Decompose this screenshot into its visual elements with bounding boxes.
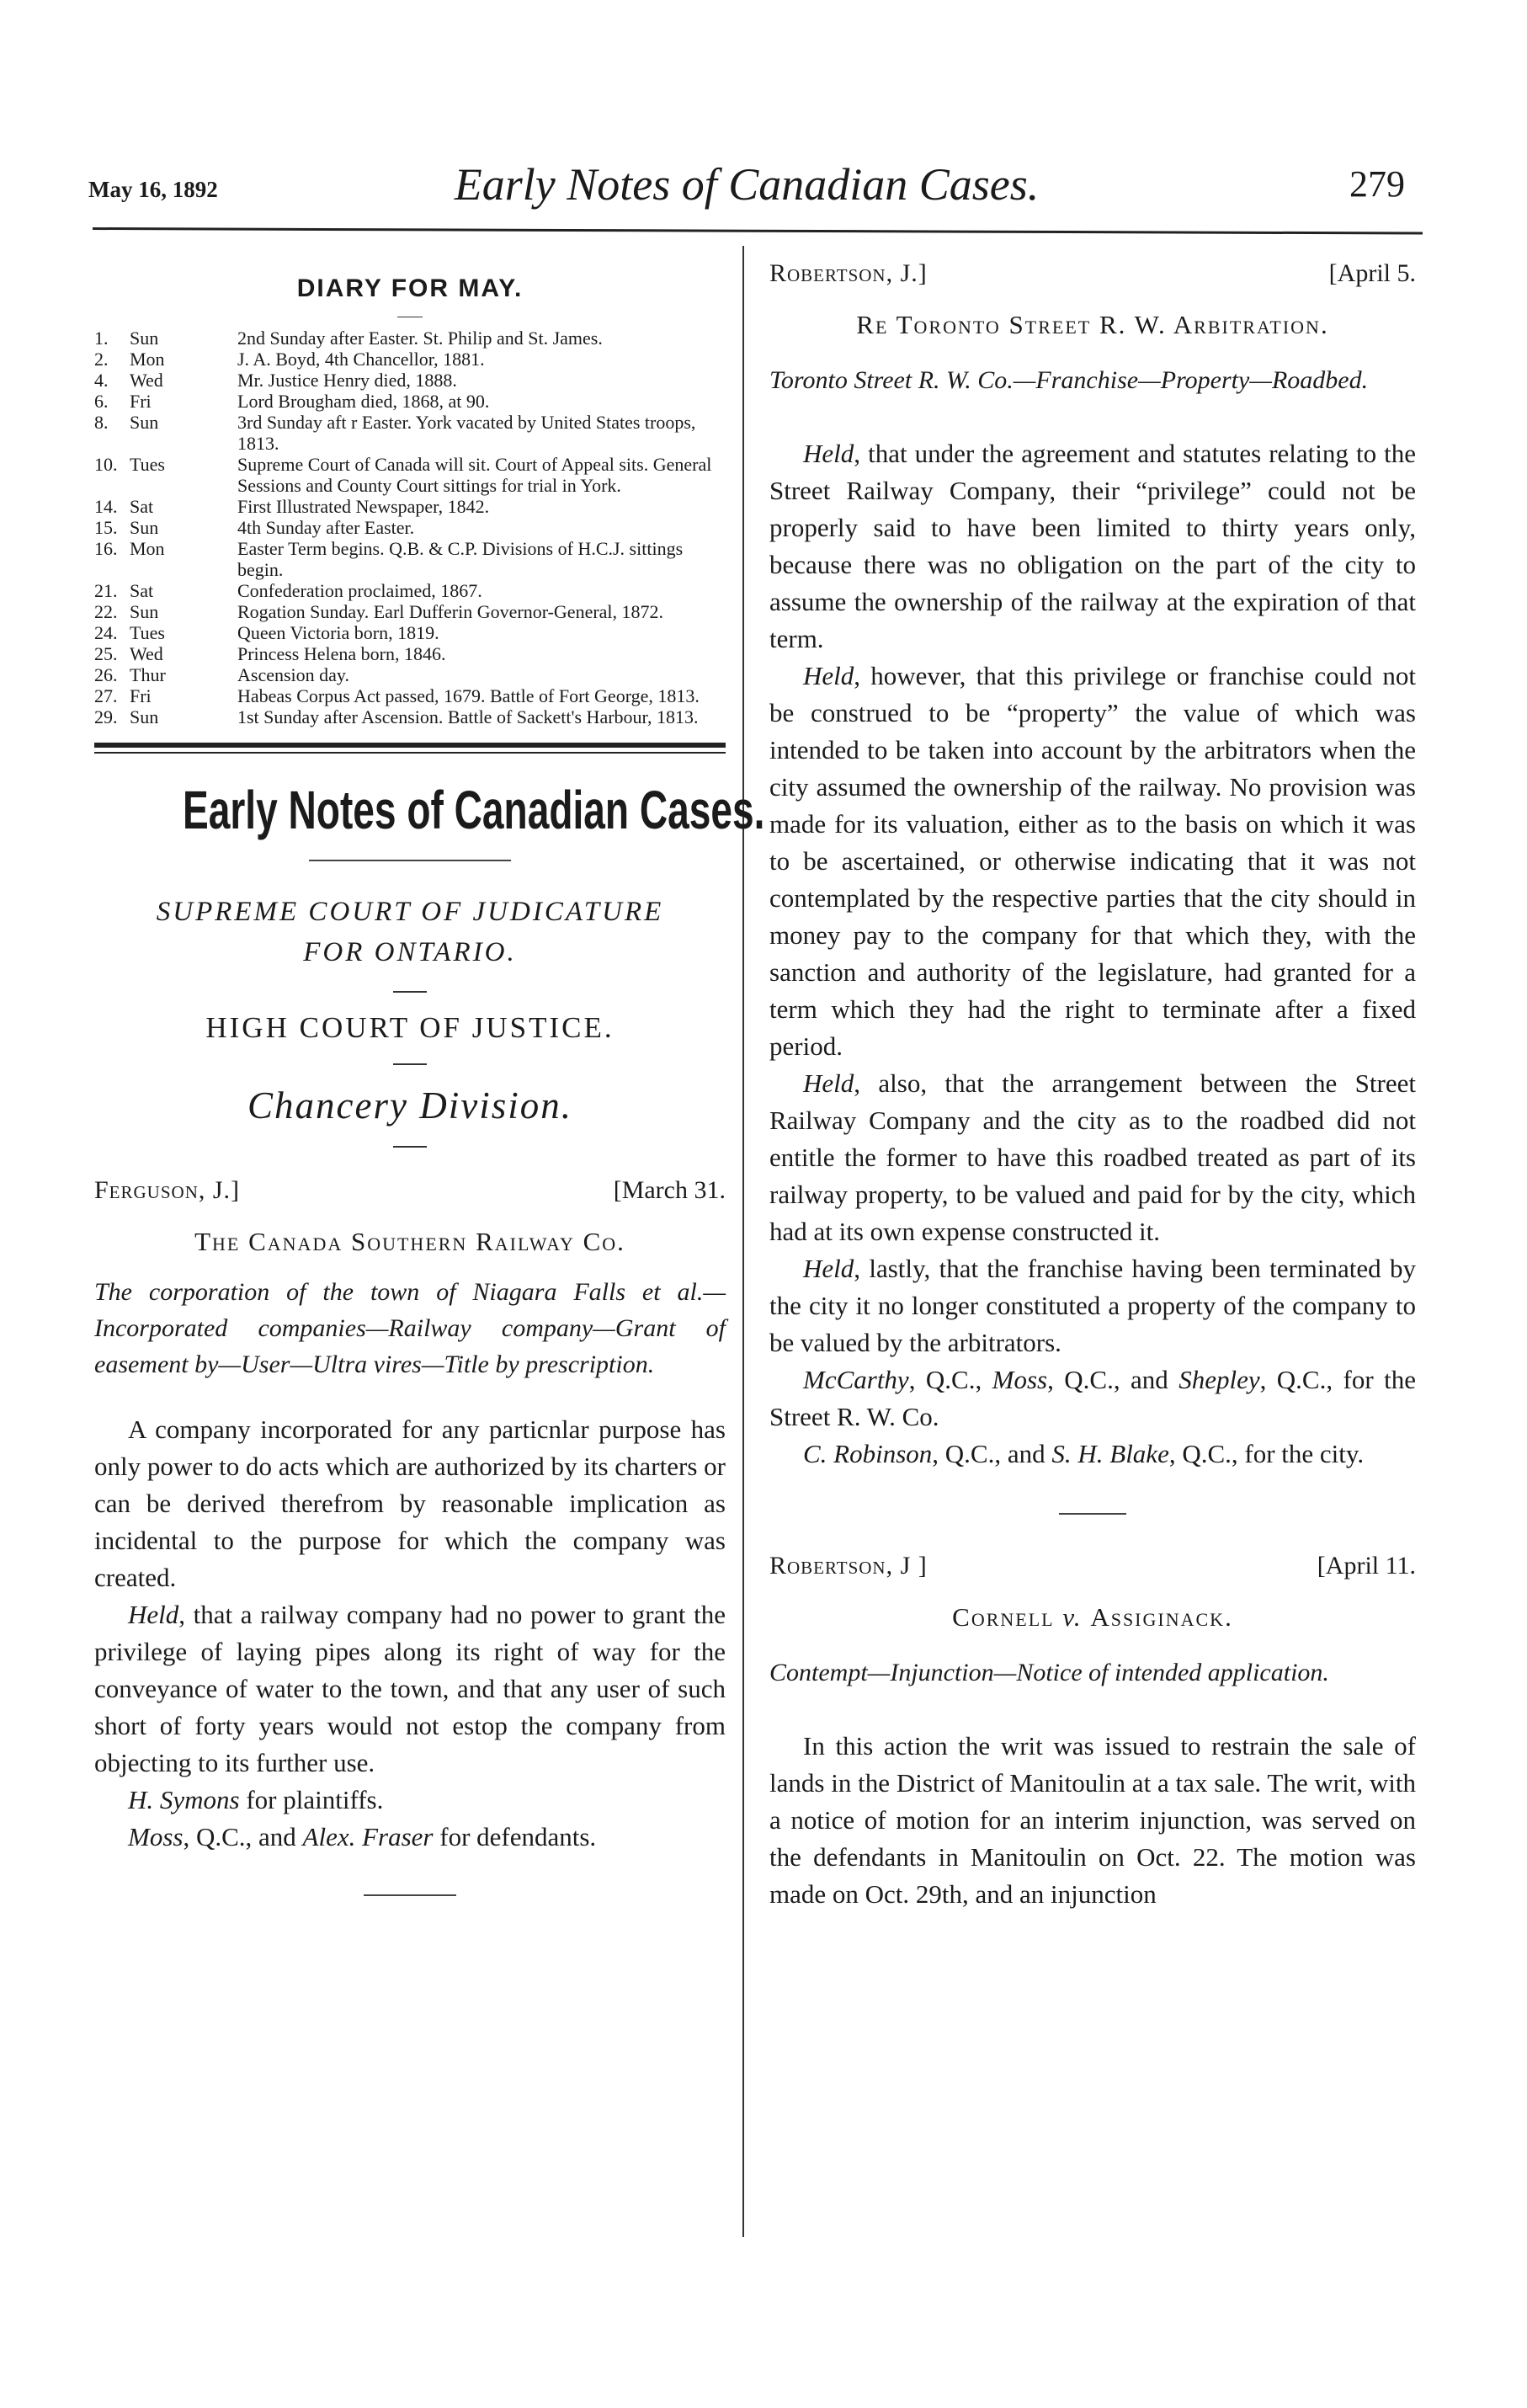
court-line-2: FOR ONTARIO. [303, 937, 517, 967]
left-column [94, 253, 765, 1896]
diary-day [94, 517, 237, 538]
diary-day [94, 664, 237, 685]
diary-date-number: 21. [94, 580, 118, 601]
page-number: 279 [1349, 163, 1405, 205]
case2-name: Re Toronto Street R. W. Arbitration. [856, 310, 1329, 339]
diary-day [94, 349, 237, 370]
case1-headnote: The corporation of the town of Niagara Falls et al.—Incorporated companies—Railway company—Grant of easement by—User—Ultra vires—Title by prescription. [94, 1278, 726, 1378]
counsel-role: for plaintiffs. [239, 1785, 384, 1814]
case2-end-rule [1059, 1513, 1126, 1515]
diary-weekday: Mon [130, 349, 165, 370]
diary-weekday: Sun [130, 706, 159, 727]
case2-counsel1 [769, 1361, 1416, 1436]
diary-entry [94, 328, 726, 349]
counsel-name: S. H. Blake [1051, 1439, 1169, 1468]
party-name: Cornell [952, 1602, 1055, 1632]
case2-held1 [769, 435, 1416, 658]
held-text: , also, that the arrangement between the Street Railway Company and the city as to the roadbed did not entitle the former to have this roadbed treated as part of its railway property, to be valued and paid for by the city, which had at its own expense constructed it. [769, 1068, 1416, 1246]
section-rule-thick [94, 743, 726, 748]
diary-day [94, 580, 237, 601]
held-text: , lastly, that the franchise having been terminated by the city it no longer constituted a property of the company to be valued by the arbitrators. [769, 1254, 1416, 1357]
diary-entry [94, 664, 726, 685]
diary-weekday: Fri [130, 685, 152, 706]
diary-event: Rogation Sunday. Earl Dufferin Governor-General, 1872. [237, 601, 664, 622]
counsel-name: C. Robinson [803, 1439, 933, 1468]
diary-date-number: 1. [94, 328, 109, 349]
diary-event: Mr. Justice Henry died, 1888. [237, 370, 457, 391]
counsel-role: for defendants. [433, 1822, 597, 1851]
case1-para1: A company incorporated for any particnlar purpose has only power to do acts which are authorized by its charters or can be derived therefrom by reasonable implication as incidental to the purpose for which the company was created. [94, 1414, 726, 1592]
diary-weekday: Sun [130, 517, 159, 538]
diary-weekday: Wed [130, 370, 163, 391]
diary-event: J. A. Boyd, 4th Chancellor, 1881. [237, 349, 485, 370]
column-separator [742, 246, 744, 2237]
diary-event: Supreme Court of Canada will sit. Court of Appeal sits. General Sessions and County Court sittings for trial in York. [237, 454, 712, 496]
diary-entry [94, 538, 726, 580]
diary-weekday: Tues [130, 622, 165, 643]
diary-event: Queen Victoria born, 1819. [237, 622, 439, 643]
diary-entry [94, 580, 726, 601]
diary-weekday: Sat [130, 580, 154, 601]
held-text: , however, that this privilege or franchise could not be construed to be “property” the value of which was intended to be taken into account by the arbitrators when the city assumed the ownership of the railway. No provision was made for its valuation, either as to the basis on which it was to be ascertained, or otherwise indicating that it was not contemplated by the respective parties that the city should in money pay to the company for that which they, with the sanction and authority of the legislature, had granted for a term which they had the right to terminate after a fixed period. [769, 661, 1416, 1061]
held-word: Held [803, 1068, 854, 1098]
diary-weekday: Sun [130, 601, 159, 622]
diary-day [94, 601, 237, 622]
diary-entry [94, 517, 726, 538]
diary-date-number: 8. [94, 412, 109, 433]
counsel-text: , Q.C., and [932, 1439, 1052, 1468]
diary-entry [94, 370, 726, 391]
diary-event: Ascension day. [237, 664, 349, 685]
diary-weekday: Mon [130, 538, 165, 559]
diary-day [94, 496, 237, 517]
diary-title: DIARY FOR MAY. [296, 274, 524, 302]
court-line-1: SUPREME COURT OF JUDICATURE [156, 897, 664, 927]
case1-judge: Ferguson, J.] [94, 1176, 241, 1204]
diary-entry [94, 349, 726, 370]
case3-header [769, 1552, 1416, 1580]
counsel-text: , Q.C., [908, 1365, 992, 1394]
diary-event: Easter Term begins. Q.B. & C.P. Divisions of H.C.J. sittings begin. [237, 538, 684, 580]
running-header [88, 158, 1405, 226]
diary-date-number: 22. [94, 601, 118, 622]
diary-day [94, 370, 237, 391]
diary-date-number: 29. [94, 706, 118, 727]
diary-day [94, 412, 237, 454]
case1-name: The Canada Southern Railway Co. [194, 1227, 625, 1256]
right-column [769, 259, 1416, 1913]
case3-headnote: Contempt—Injunction—Notice of intended application. [769, 1659, 1329, 1686]
division-dash [393, 1063, 427, 1065]
diary-day [94, 328, 237, 349]
diary-date-number: 6. [94, 391, 109, 412]
section-title: Early Notes of Canadian Cases. [183, 780, 765, 840]
diary-day [94, 706, 237, 727]
versus: v. [1054, 1602, 1091, 1632]
diary-date-number: 25. [94, 643, 118, 664]
party-name: Assiginack. [1090, 1602, 1233, 1632]
diary-event: Confederation proclaimed, 1867. [237, 580, 482, 601]
diary-entry [94, 412, 726, 454]
diary-day [94, 538, 237, 580]
held-word: Held [803, 1254, 854, 1283]
diary-date-number: 27. [94, 685, 118, 706]
case1-para2-text: , that a railway company had no power to grant the privilege of laying pipes along its right of way for the conveyance of water to the town, and that any user of such short of forty years would not estop the company from objecting to its further use. [94, 1600, 726, 1777]
court-dash [393, 991, 427, 993]
header-rule [93, 227, 1423, 235]
case2-held3 [769, 1065, 1416, 1250]
diary-event: Lord Brougham died, 1868, at 90. [237, 391, 490, 412]
diary-day [94, 643, 237, 664]
court-name [94, 892, 726, 972]
diary-event: Habeas Corpus Act passed, 1679. Battle of Fort George, 1813. [237, 685, 700, 706]
diary-date-number: 15. [94, 517, 118, 538]
held-word: Held [803, 439, 854, 468]
case1-para2 [94, 1596, 726, 1782]
diary-event: Princess Helena born, 1846. [237, 643, 446, 664]
header-date: May 16, 1892 [88, 177, 218, 202]
case1-end-rule [364, 1894, 456, 1896]
case2-counsel2 [769, 1436, 1416, 1473]
held-text: , that under the agreement and statutes relating to the Street Railway Company, their “privilege” could not be properly said to have been limited to thirty years only, because there was no obligation on the part of the city to assume the ownership of the railway at the expiration of that term. [769, 439, 1416, 653]
counsel-name: H. Symons [128, 1785, 240, 1814]
diary-weekday: Sun [130, 412, 159, 433]
case1-counsel1 [94, 1782, 726, 1819]
diary-entry [94, 496, 726, 517]
diary-date-number: 14. [94, 496, 118, 517]
high-court: HIGH COURT OF JUSTICE. [205, 1011, 615, 1044]
diary-weekday: Thur [130, 664, 166, 685]
diary-date-number: 4. [94, 370, 109, 391]
counsel-text: , Q.C., and [1047, 1365, 1179, 1394]
case3-judge: Robertson, J ] [769, 1552, 928, 1580]
diary-weekday: Sun [130, 328, 159, 349]
section-rule-thin [94, 752, 726, 754]
held-word: Held [128, 1600, 179, 1629]
case1-date: [March 31. [613, 1176, 726, 1204]
diary-date-number: 10. [94, 454, 118, 475]
case2-judge: Robertson, J.] [769, 259, 928, 287]
diary-entry [94, 706, 726, 727]
diary-entry [94, 622, 726, 643]
diary-list [94, 328, 726, 727]
case2-held2 [769, 658, 1416, 1065]
diary-event: First Illustrated Newspaper, 1842. [237, 496, 490, 517]
diary-event: 1st Sunday after Ascension. Battle of Sackett's Harbour, 1813. [237, 706, 699, 727]
diary-date-number: 2. [94, 349, 109, 370]
case3-date: [April 11. [1317, 1552, 1416, 1580]
header-title: Early Notes of Canadian Cases. [454, 159, 1040, 210]
section-title-rule [309, 860, 511, 861]
diary-weekday: Wed [130, 643, 163, 664]
diary-event: 2nd Sunday after Easter. St. Philip and St. James. [237, 328, 603, 349]
diary-date-number: 24. [94, 622, 118, 643]
diary-event: 3rd Sunday aft r Easter. York vacated by United States troops, 1813. [237, 412, 696, 454]
case3-para1: In this action the writ was issued to restrain the sale of lands in the District of Manitoulin at a tax sale. The writ, with a notice of motion for an interim injunction, was served on the defendants in Manitoulin on Oct. 22. The motion was made on Oct. 29th, and an injunction [769, 1731, 1416, 1909]
case1-counsel2 [94, 1819, 726, 1856]
counsel-name: Moss [992, 1365, 1048, 1394]
diary-day [94, 622, 237, 643]
diary-day [94, 454, 237, 496]
counsel-name: McCarthy [803, 1365, 909, 1394]
diary-date-number: 16. [94, 538, 118, 559]
diary-entry [94, 454, 726, 496]
case3-name [769, 1602, 1416, 1633]
case2-header [769, 259, 1416, 288]
division-title: Chancery Division. [247, 1084, 572, 1127]
diary-date-number: 26. [94, 664, 118, 685]
diary-day [94, 685, 237, 706]
case2-held4 [769, 1250, 1416, 1361]
diary-day [94, 391, 237, 412]
case1-header [94, 1176, 726, 1205]
diary-entry [94, 391, 726, 412]
diary-weekday: Tues [130, 454, 165, 475]
diary-entry [94, 685, 726, 706]
counsel-name: Moss [128, 1822, 184, 1851]
case-dash [393, 1146, 427, 1148]
case2-date: [April 5. [1328, 259, 1416, 287]
held-word: Held [803, 661, 854, 690]
diary-weekday: Sat [130, 496, 154, 517]
counsel-text: , Q.C., and [183, 1822, 303, 1851]
counsel-role: , Q.C., for the city. [1168, 1439, 1365, 1468]
diary-entry [94, 601, 726, 622]
counsel-role: , Q.C., for the Street R. W. Co. [769, 1365, 1416, 1431]
diary-event: 4th Sunday after Easter. [237, 517, 415, 538]
counsel-name: Shepley [1179, 1365, 1260, 1394]
diary-weekday: Fri [130, 391, 152, 412]
diary-entry [94, 643, 726, 664]
case2-headnote: Toronto Street R. W. Co.—Franchise—Property—Roadbed. [769, 366, 1369, 394]
counsel-name: Alex. Fraser [302, 1822, 434, 1851]
